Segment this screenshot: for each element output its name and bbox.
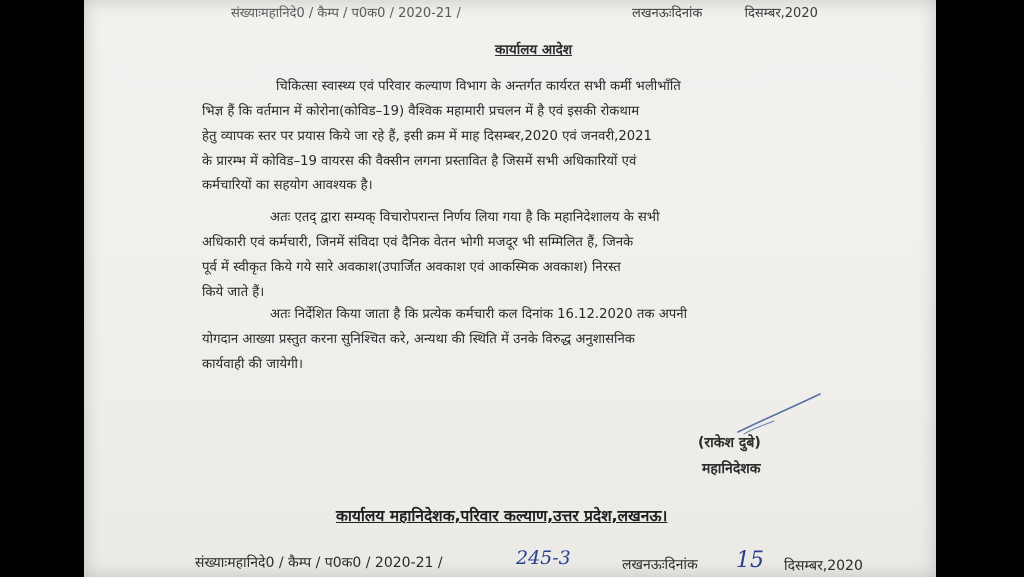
footer-place: लखनऊःदिनांक (622, 557, 698, 573)
signatory-name: (राकेश दुबे) (698, 435, 761, 451)
para1-line3: हेतु व्यापक स्तर पर प्रयास किये जा रहे हैं, इसी क्रम में माह दिसम्बर,2020 एवं जनवरी,2021 (202, 129, 652, 144)
header-place: लखनऊःदिनांक (632, 6, 703, 21)
header-month-year: दिसम्बर,2020 (744, 6, 818, 21)
para1-line4: के प्रारम्भ में कोविड–19 वायरस की वैक्सीन लगना प्रस्तावित है जिसमें सभी अधिकारियों एवं (202, 154, 637, 169)
para1-line5: कर्मचारियों का सहयोग आवश्यक है। (202, 178, 373, 193)
header-place-date (632, 3, 818, 21)
para1-line2: भिज्ञ हैं कि वर्तमान में कोरोना(कोविड–19) वैश्विक महामारी प्रचलन में है एवं इसकी रोकथाम (202, 104, 640, 119)
para2-line4: किये जाते हैं। (202, 285, 265, 300)
para3-line2: योगदान आख्या प्रस्तुत करना सुनिश्चित करे, अन्यथा की स्थिति में उनके विरुद्ध अनुशासनिक (202, 332, 635, 347)
footer-month-year: दिसम्बर,2020 (784, 558, 863, 574)
signature-mark (734, 388, 824, 438)
footer-handwritten-number: 245-3 (516, 547, 571, 569)
signatory-designation: महानिदेशक (702, 461, 761, 477)
footer-reference: संख्याःमहानिदे0 / कैम्प / प0क0 / 2020-21 / (195, 555, 443, 571)
office-address: कार्यालय महानिदेशक,परिवार कल्याण,उत्तर प्रदेश,लखनऊ। (336, 507, 668, 525)
header-reference: संख्याःमहानिदे0 / कैम्प / प0क0 / 2020-21 / (231, 6, 461, 21)
document-page (84, 0, 936, 577)
para2-line1: अतः एतद् द्वारा सम्यक् विचारोपरान्त निर्णय लिया गया है कि महानिदेशालय के सभी (270, 210, 660, 225)
para3-line1: अतः निर्देशित किया जाता है कि प्रत्येक कर्मचारी कल दिनांक 16.12.2020 तक अपनी (270, 307, 687, 322)
document-title: कार्यालय आदेश (495, 42, 573, 58)
para2-line3: पूर्व में स्वीकृत किये गये सारे अवकाश(उपार्जित अवकाश एवं आकस्मिक अवकाश) निरस्त (202, 260, 621, 275)
para1-line1: चिकित्सा स्वास्थ्य एवं परिवार कल्याण विभाग के अन्तर्गत कार्यरत सभी कर्मी भलीभाँति (276, 79, 681, 94)
footer-handwritten-day: 15 (736, 548, 764, 573)
para2-line2: अधिकारी एवं कर्मचारी, जिनमें संविदा एवं दैनिक वेतन भोगी मजदूर भी सम्मिलित हैं, जिनके (202, 235, 634, 250)
para3-line3: कार्यवाही की जायेगी। (202, 357, 303, 372)
